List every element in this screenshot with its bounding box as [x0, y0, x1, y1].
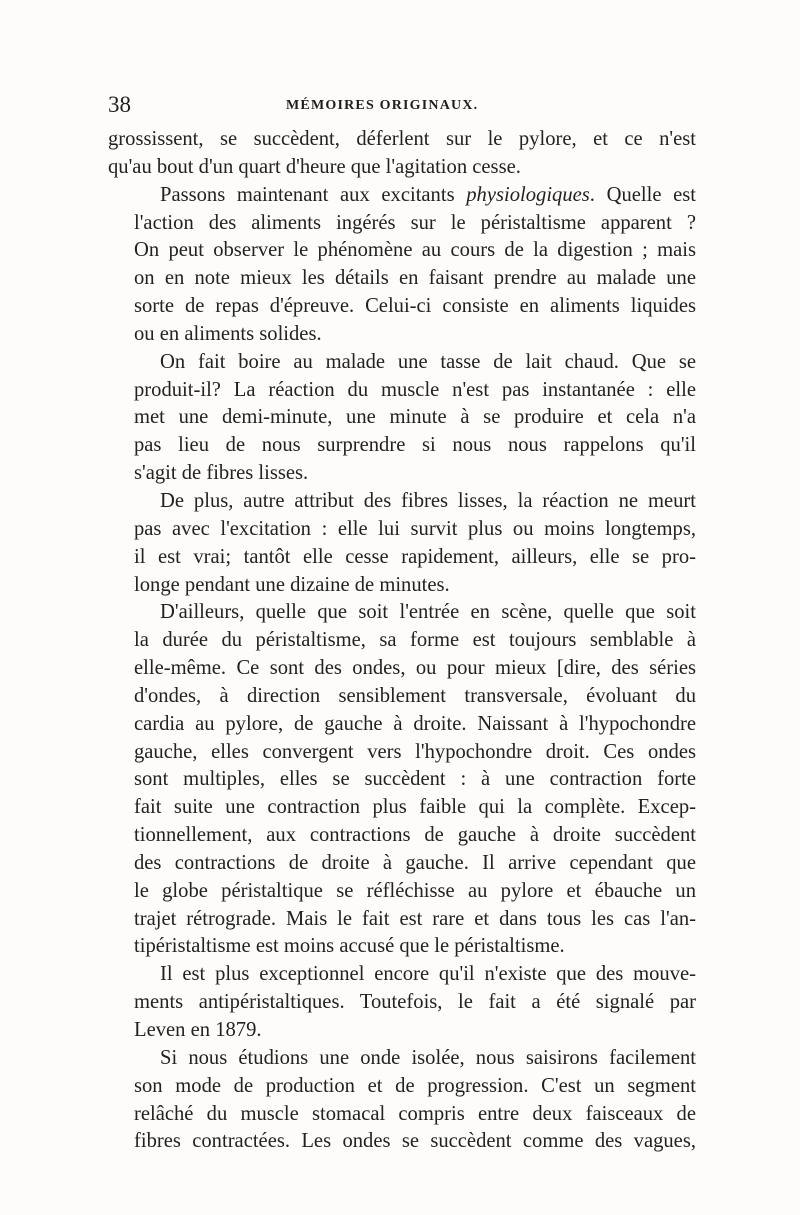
text-line: trajet rétrograde. Mais le fait est rare et dans tous les cas l'an-	[134, 907, 696, 930]
text-line: d'ondes, à direction sensiblement transversale, évoluant du	[134, 684, 696, 707]
paragraph	[108, 488, 696, 599]
text-line: gauche, elles convergent vers l'hypochondre droit. Ces ondes	[134, 740, 696, 763]
text-line: D'ailleurs, quelle que soit l'entrée en scène, quelle que soit	[160, 601, 696, 624]
text-line-with-italic: Passons maintenant aux excitants physiologiques. Quelle est	[160, 183, 697, 206]
text-line: qu'au bout d'un quart d'heure que l'agitation cesse.	[108, 155, 521, 178]
text-line: Il est plus exceptionnel encore qu'il n'existe que des mouve-	[160, 963, 696, 986]
paragraph	[108, 349, 696, 488]
text-line: relâché du muscle stomacal compris entre deux faisceaux de	[134, 1102, 696, 1125]
text-line: la durée du péristaltisme, sa forme est toujours semblable à	[134, 629, 696, 652]
text-line: Leven en 1879.	[134, 1019, 262, 1041]
paragraph	[108, 961, 696, 1045]
paragraph	[108, 126, 696, 182]
text-line: sorte de repas d'épreuve. Celui-ci consiste en aliments liquides	[134, 295, 696, 318]
text-line: il est vrai; tantôt elle cesse rapidement, ailleurs, elle se pro-	[134, 545, 696, 568]
text-line: ments antipéristaltiques. Toutefois, le fait a été signalé par	[134, 991, 696, 1014]
text-line: grossissent, se succèdent, déferlent sur le pylore, et ce n'est	[108, 128, 696, 150]
text-line: ou en aliments solides.	[134, 322, 322, 345]
paragraph	[108, 182, 696, 349]
text-line: produit-il? La réaction du muscle n'est pas instantanée : elle	[134, 378, 696, 401]
text-line: On peut observer le phénomène au cours de la digestion ; mais	[134, 239, 696, 262]
text-line: le globe péristaltique se réfléchisse au pylore et ébauche un	[134, 879, 696, 902]
body-text	[108, 126, 696, 1156]
page-header	[108, 92, 696, 122]
page-number: 38	[108, 92, 131, 117]
text-line: On fait boire au malade une tasse de lait chaud. Que se	[160, 350, 696, 373]
text-line: l'action des aliments ingérés sur le péristaltisme apparent ?	[134, 211, 696, 234]
running-head: MÉMOIRES ORIGINAUX.	[286, 98, 479, 113]
text-line: De plus, autre attribut des fibres lisses, la réaction ne meurt	[160, 489, 696, 512]
paragraph	[108, 1045, 696, 1156]
text-line: met une demi-minute, une minute à se produire et cela n'a	[134, 406, 696, 429]
text-line: pas lieu de nous surprendre si nous nous rappelons qu'il	[134, 434, 696, 457]
text-line: cardia au pylore, de gauche à droite. Naissant à l'hypochondre	[134, 712, 696, 735]
text-line: tipéristaltisme est moins accusé que le péristaltisme.	[134, 935, 565, 958]
text-line: Si nous étudions une onde isolée, nous saisirons facilement	[160, 1046, 696, 1069]
text-line: tionnellement, aux contractions de gauche à droite succèdent	[134, 824, 696, 847]
text-line: on en note mieux les détails en faisant prendre au malade une	[134, 267, 696, 290]
text-line: pas avec l'excitation : elle lui survit plus ou moins longtemps,	[134, 517, 696, 540]
text-line: longe pendant une dizaine de minutes.	[134, 573, 450, 596]
text-line: des contractions de droite à gauche. Il arrive cependant que	[134, 851, 696, 874]
text-line: s'agit de fibres lisses.	[134, 462, 309, 485]
text-line: sont multiples, elles se succèdent : à une contraction forte	[134, 768, 696, 791]
text-line: elle-même. Ce sont des ondes, ou pour mieux [dire, des séries	[134, 657, 696, 680]
italic-word: physiologiques	[466, 183, 590, 206]
paragraph	[108, 599, 696, 961]
text-line: fibres contractées. Les ondes se succèdent comme des vagues,	[134, 1130, 696, 1153]
text-line: fait suite une contraction plus faible qui la complète. Excep-	[134, 796, 696, 819]
text-line: son mode de production et de progression. C'est un segment	[134, 1074, 696, 1097]
